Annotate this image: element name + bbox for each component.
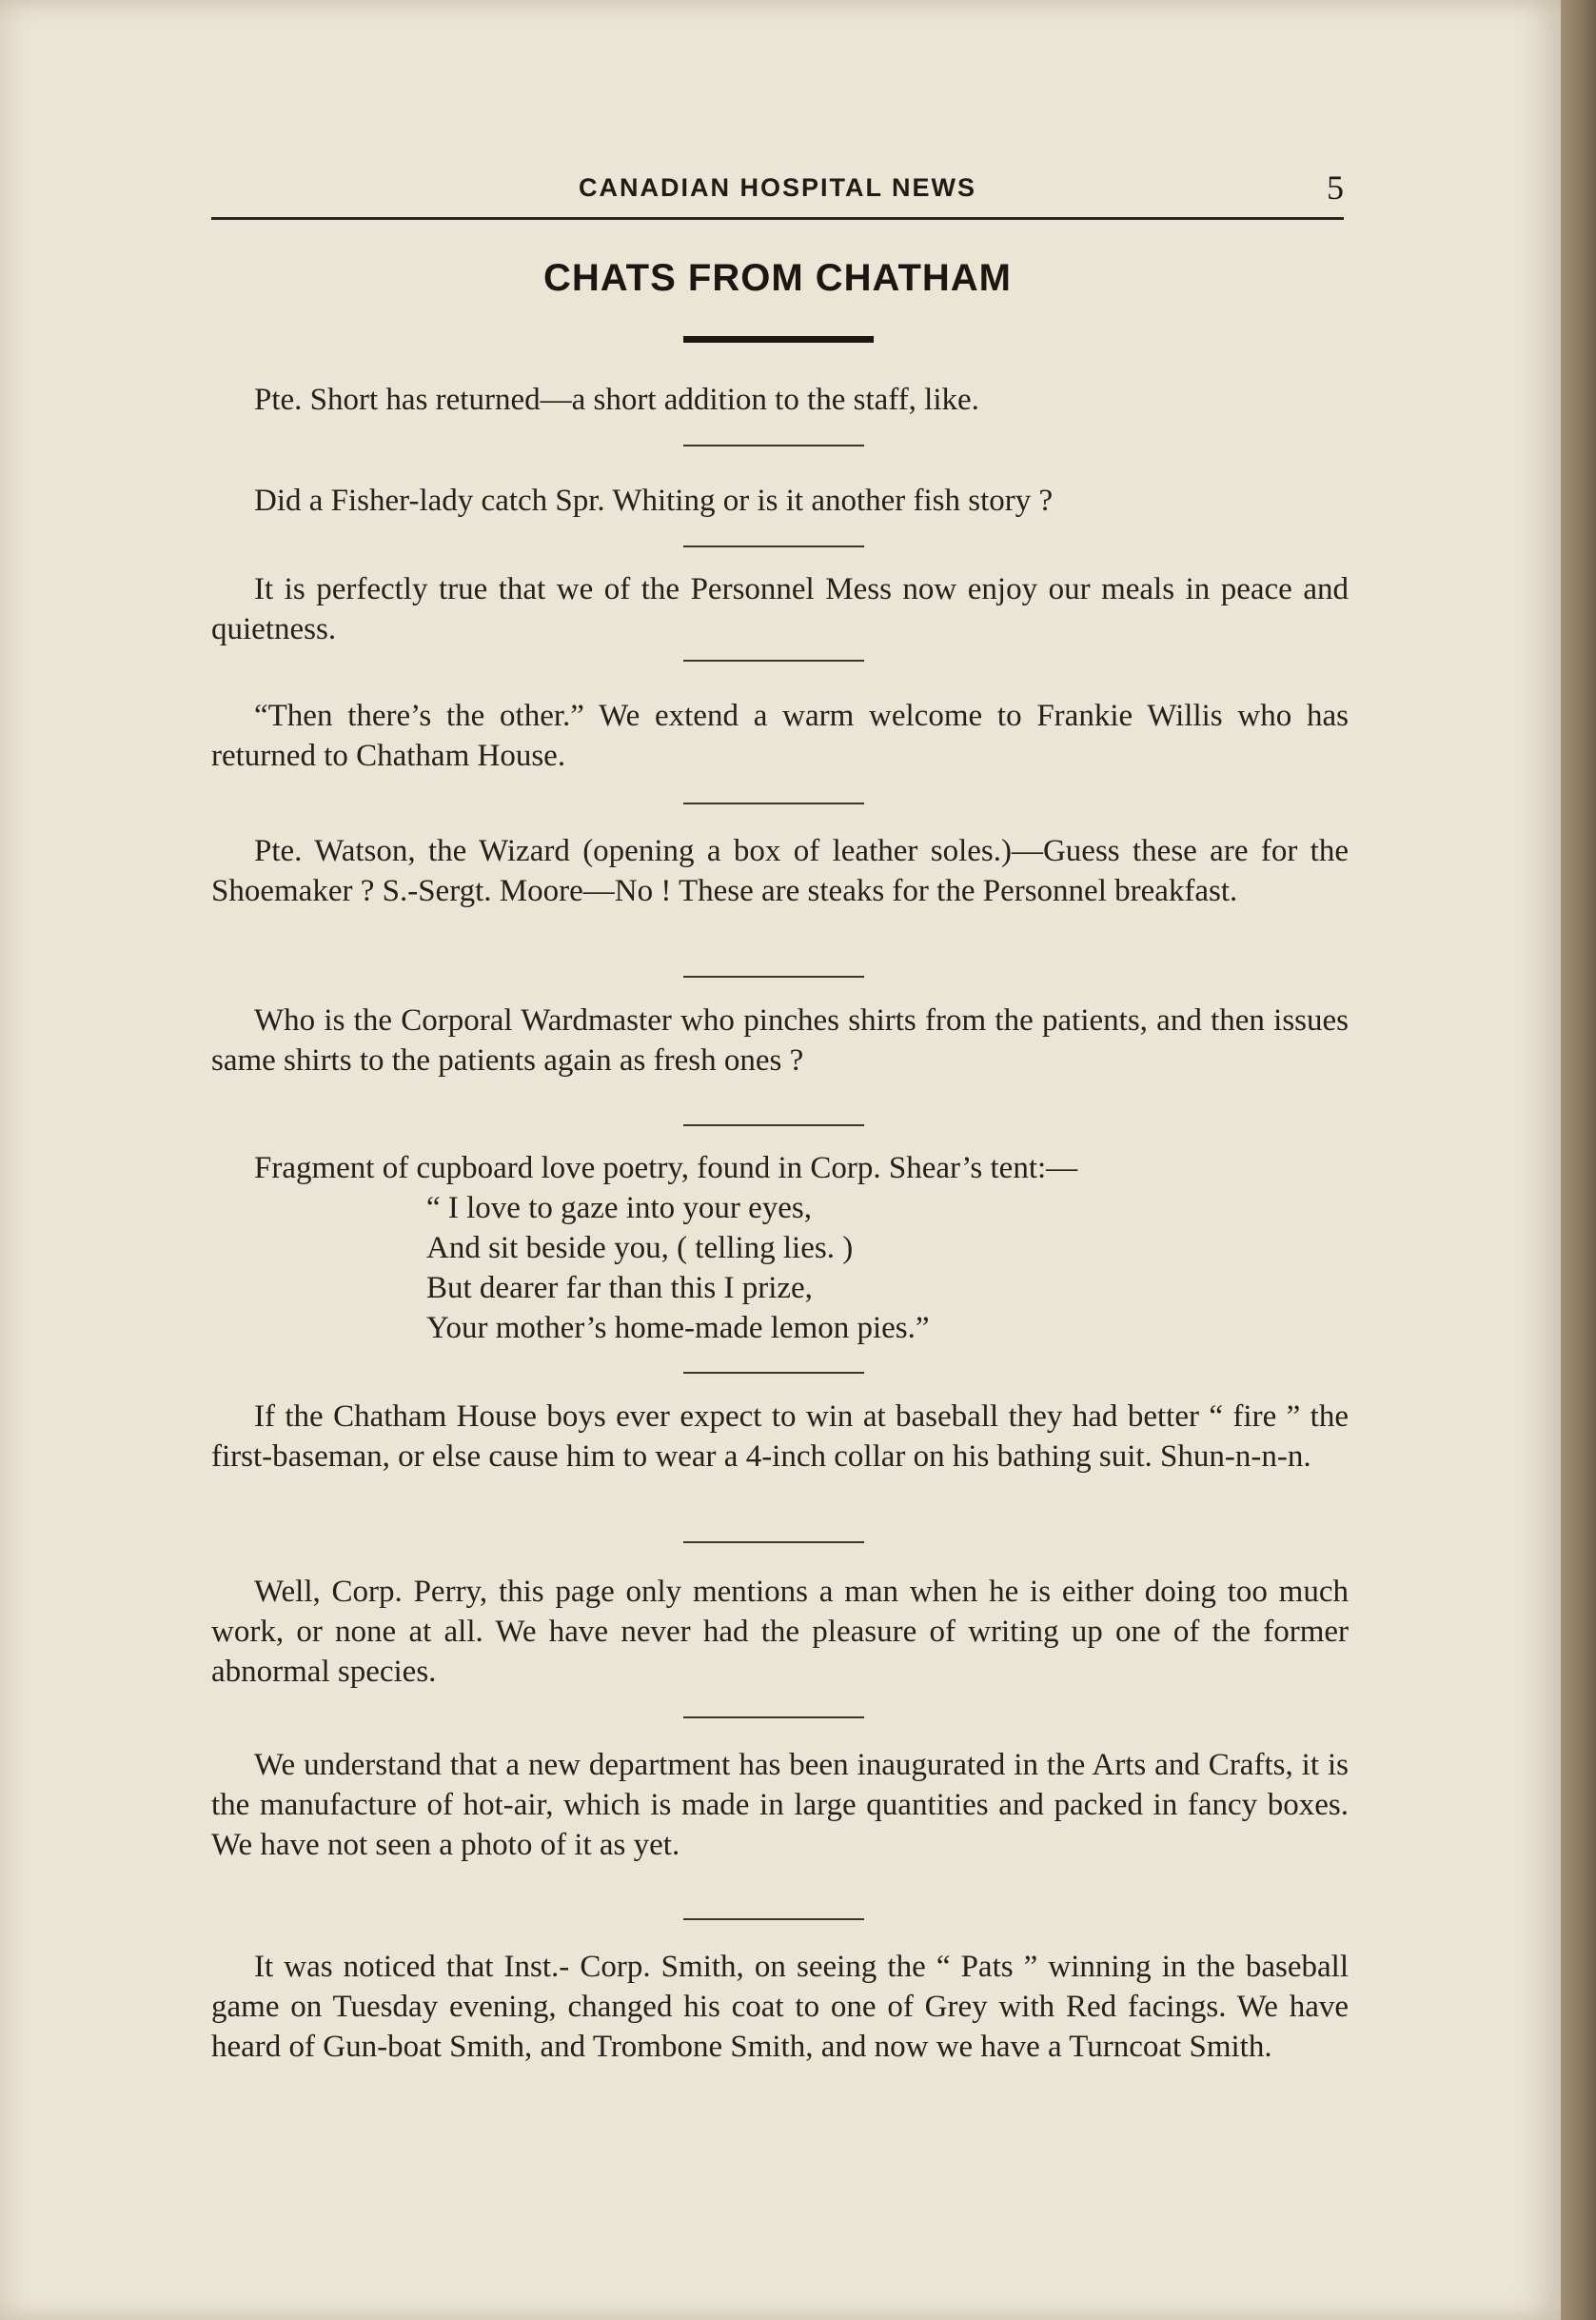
paragraph-short: Pte. Short has returned—a short addition to the staff, like. (254, 383, 979, 417)
separator-rule (683, 1372, 864, 1374)
separator-rule (683, 1541, 864, 1543)
poem (426, 1188, 1283, 1348)
paragraph-poetry-intro: Fragment of cupboard love poetry, found in Corp. Shear’s tent:— (254, 1151, 1078, 1185)
article-title: CHATS FROM CHATHAM (542, 257, 1012, 299)
poem-line: “ I love to gaze into your eyes, (426, 1191, 813, 1225)
title-rule (683, 336, 874, 343)
separator-rule (683, 545, 864, 547)
paragraph-wardmaster: Who is the Corporal Wardmaster who pinches shirts from the patients, and then issues same shirts to the patients again as fresh ones ? (211, 1003, 1349, 1078)
paragraph-arts-crafts: We understand that a new department has been inaugurated in the Arts and Crafts, it is the manufacture of hot-air, which is made in large quantities and packed in fancy boxes. We have not seen a photo of it as yet. (211, 1748, 1349, 1862)
paragraph-frankie-willis: “Then there’s the other.” We extend a warm welcome to Frankie Willis who has returned to Chatham House. (211, 699, 1349, 773)
separator-rule (683, 1716, 864, 1718)
paragraph-wizard: Pte. Watson, the Wizard (opening a box of leather soles.)—Guess these are for the Shoemaker ? S.-Sergt. Moore—No ! These are steaks for the Personnel breakfast. (211, 834, 1349, 908)
paragraph-baseball: If the Chatham House boys ever expect to win at baseball they had better “ fire ” the first-baseman, or else cause him to wear a 4-inch collar on his bathing suit. Shun-n-n-n. (211, 1399, 1349, 1474)
paragraph-personnel-mess: It is perfectly true that we of the Personnel Mess now enjoy our meals in peace and quietness. (211, 572, 1349, 646)
poem-line: Your mother’s home-made lemon pies.” (426, 1311, 930, 1345)
running-header (211, 164, 1344, 220)
separator-rule (683, 803, 864, 804)
separator-rule (683, 660, 864, 662)
publication-title: CANADIAN HOSPITAL NEWS (578, 173, 976, 202)
paragraph-corp-perry: Well, Corp. Perry, this page only mentions a man when he is either doing too much work, or none at all. We have never had the pleasure of writing up one of the former abnormal species. (211, 1575, 1349, 1689)
page-number: 5 (1327, 169, 1344, 207)
separator-rule (683, 1124, 864, 1126)
paragraph-fisher-lady: Did a Fisher-lady catch Spr. Whiting or is it another fish story ? (254, 484, 1054, 518)
poem-line: And sit beside you, ( telling lies. ) (426, 1231, 854, 1265)
poem-line: But dearer far than this I prize, (426, 1271, 813, 1305)
page-edge (1561, 0, 1596, 2320)
separator-rule (683, 445, 864, 446)
separator-rule (683, 976, 864, 978)
separator-rule (683, 1918, 864, 1920)
paragraph-turncoat-smith: It was noticed that Inst.- Corp. Smith, on seeing the “ Pats ” winning in the baseball game on Tuesday evening, changed his coat to one of Grey with Red facings. We have heard of Gun-boat Smith, and Trombone Smith, and now we have a Turncoat Smith. (211, 1950, 1349, 2064)
